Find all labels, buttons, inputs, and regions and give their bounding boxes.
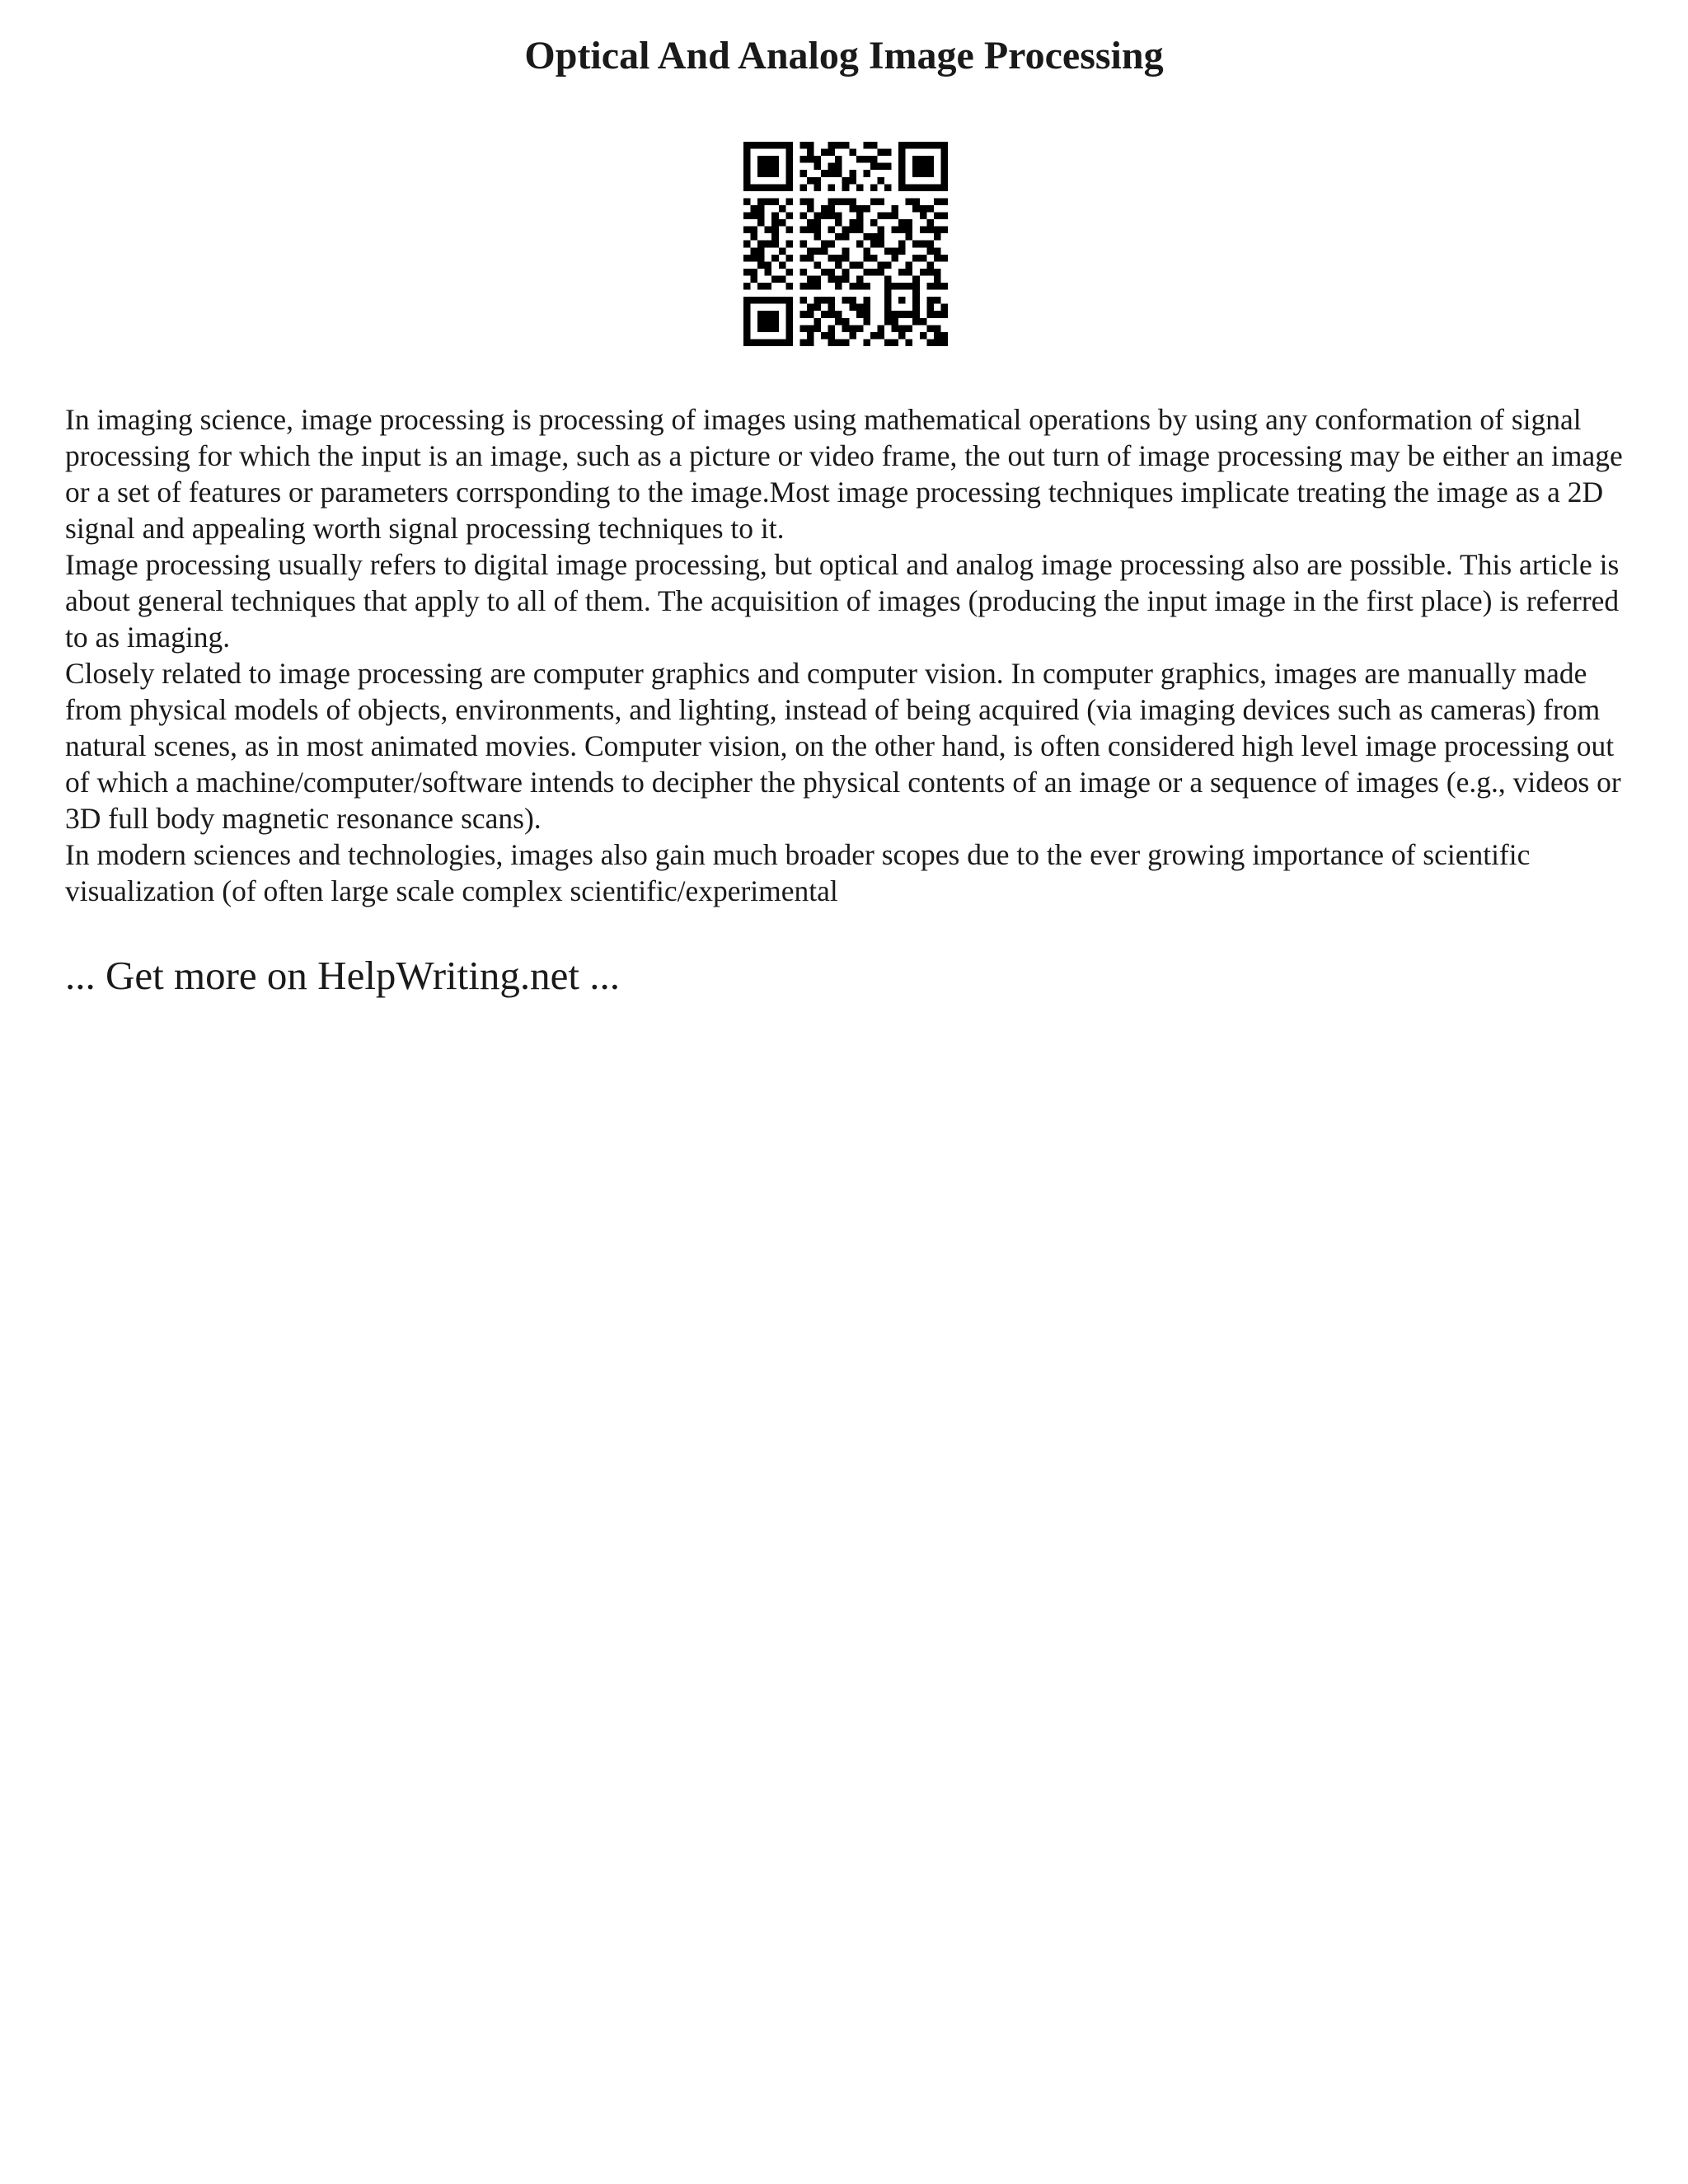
article-body <box>65 401 1631 909</box>
page-title: Optical And Analog Image Processing <box>524 34 1164 77</box>
qr-code-icon <box>743 142 948 346</box>
paragraph-3: Closely related to image processing are computer graphics and computer vision. In computer graphics, images are manually made from physical models of objects, environments, and lighting, instead of being acquired (via imaging devices such as cameras) from natural scenes, as in most animated movies. Computer vision, on the other hand, is often considered high level image processing out of which a machine/computer/software intends to decipher the physical contents of an image or a sequence of images (e.g., videos or 3D full body magnetic resonance scans). <box>65 657 1621 835</box>
paragraph-1: In imaging science, image processing is processing of images using mathematical operations by using any conformation of signal processing for which the input is an image, such as a picture or video frame, the out turn of image processing may be either an image or a set of features or parameters corrsponding to the image.Most image processing techniques implicate treating the image as a 2D signal and appealing worth signal processing techniques to it. <box>65 403 1623 545</box>
paragraph-4: In modern sciences and technologies, images also gain much broader scopes due to the ever growing importance of scientific visualization (of often large scale complex scientific/experimental <box>65 838 1531 907</box>
paragraph-2: Image processing usually refers to digital image processing, but optical and analog image processing also are possible. This article is about general techniques that apply to all of them. The acquisition of images (producing the input image in the first place) is referred to as imaging. <box>65 548 1620 654</box>
qr-code[interactable] <box>743 142 948 346</box>
get-more-link[interactable]: ... Get more on HelpWriting.net ... <box>65 953 620 998</box>
